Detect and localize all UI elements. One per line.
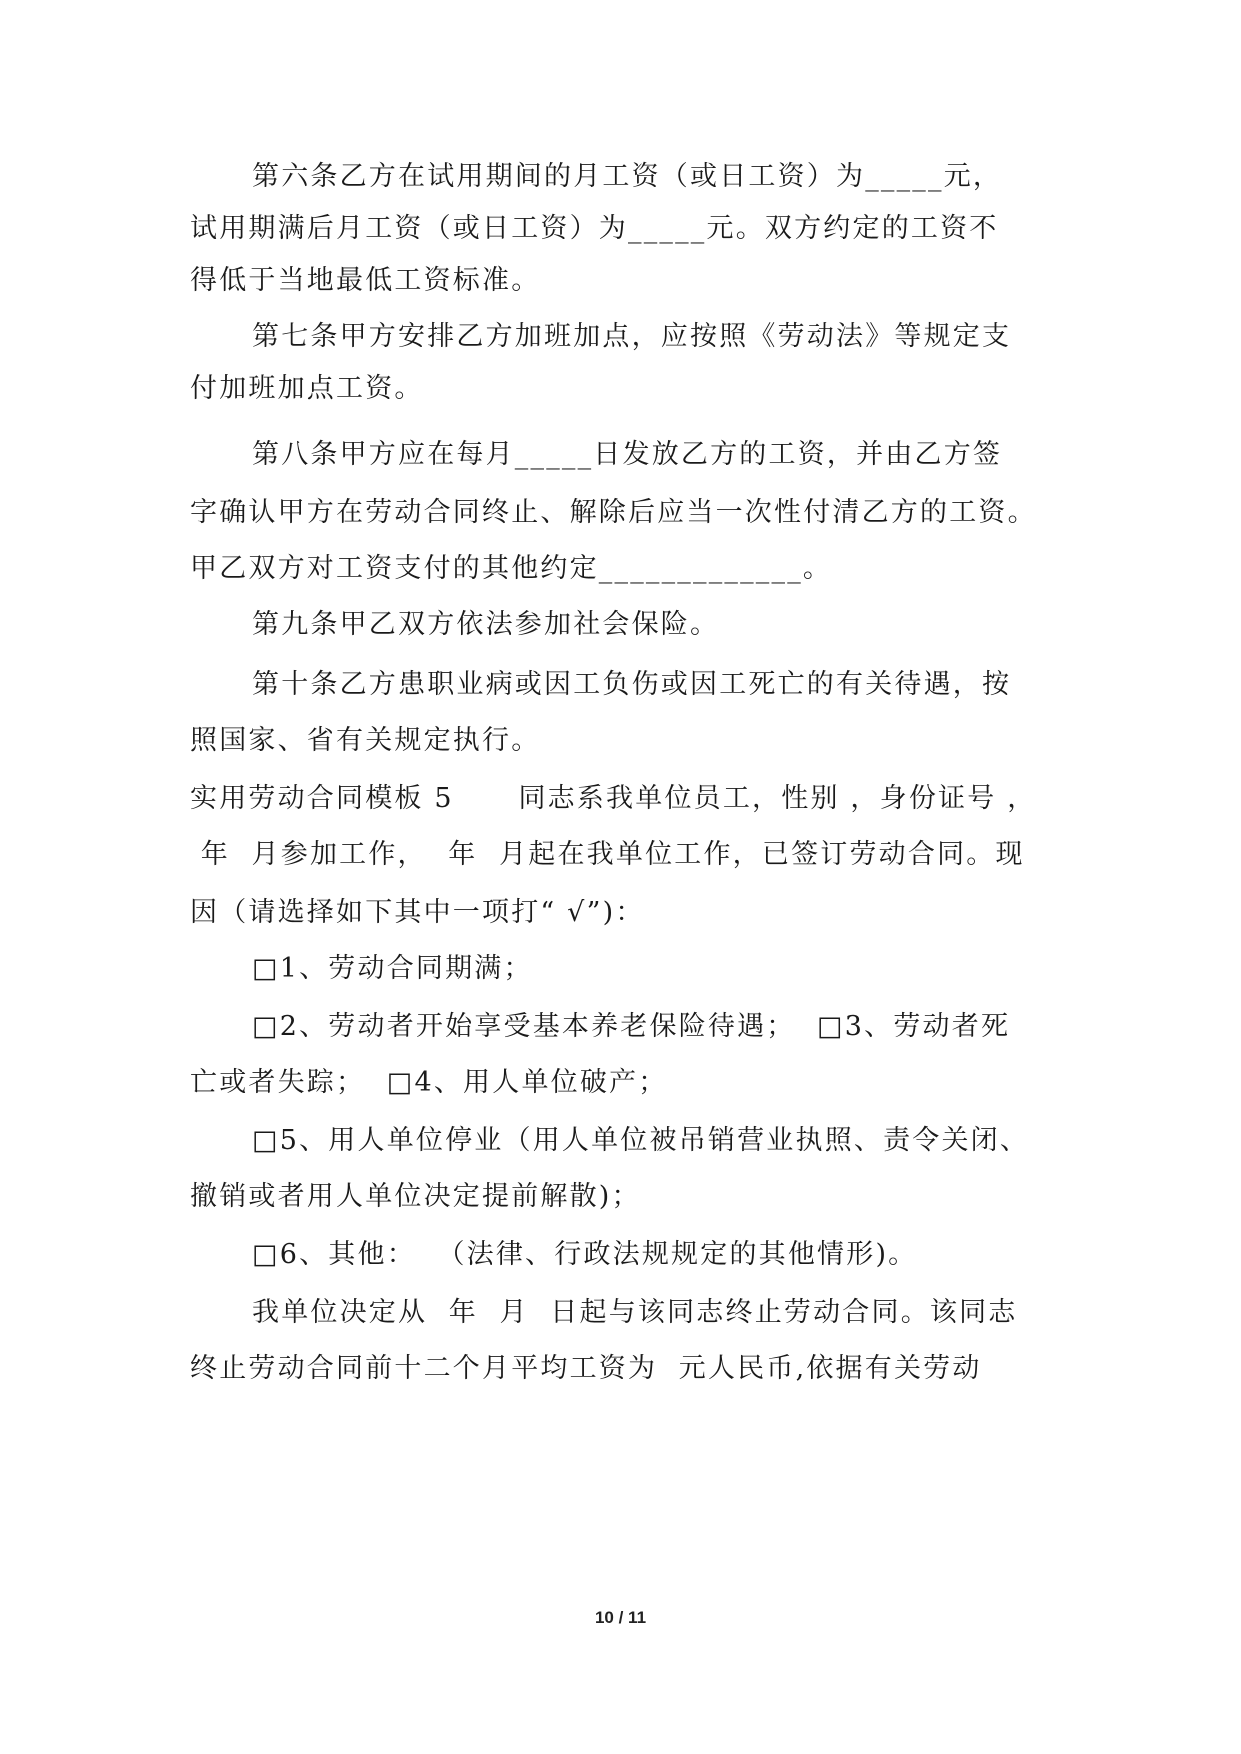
text-line: 甲乙双方对工资支付的其他约定_____________。 [190,553,833,584]
text-line: 试用期满后月工资（或日工资）为_____元。双方约定的工资不 [190,213,999,244]
page-number: 10 / 11 [594,1608,647,1627]
text-line: 付加班加点工资。 [190,373,424,404]
checkbox-option-line: 亡或者失踪； □4、用人单位破产； [190,1067,668,1098]
text-line: 字确认甲方在劳动合同终止、解除后应当一次性付清乙方的工资。 [190,497,1037,528]
text-line: 第六条乙方在试用期间的月工资（或日工资）为_____元， [252,161,1003,192]
checkbox-option-line: □5、用人单位停业（用人单位被吊销营业执照、责令关闭、 [252,1125,1030,1156]
text-line: 第七条甲方安排乙方加班加点，应按照《劳动法》等规定支 [252,321,1012,352]
text-line: 我单位决定从 年 月 日起与该同志终止劳动合同。该同志 [252,1297,1018,1328]
text-line: 年 月参加工作， 年 月起在我单位工作，已签订劳动合同。现 [190,839,1025,870]
section-heading-line: 实用劳动合同模板 5 同志系我单位员工，性别 ，身份证号 ， [190,783,1037,814]
text-line: 撤销或者用人单位决定提前解散)； [190,1181,641,1212]
checkbox-option-line: □2、劳动者开始享受基本养老保险待遇； □3、劳动者死 [252,1011,1011,1042]
text-line: 终止劳动合同前十二个月平均工资为 元人民币,依据有关劳动 [190,1353,982,1384]
text-line: 第十条乙方患职业病或因工负伤或因工死亡的有关待遇，按 [252,669,1012,700]
text-line: 得低于当地最低工资标准。 [190,265,541,296]
text-line: 第八条甲方应在每月_____日发放乙方的工资，并由乙方签 [252,439,1003,470]
checkbox-option-line: □1、劳动合同期满； [252,953,533,984]
text-line: 因（请选择如下其中一项打“ √”)： [190,897,645,928]
text-line: 第九条甲乙双方依法参加社会保险。 [252,609,720,640]
text-line: 照国家、省有关规定执行。 [190,725,541,756]
checkbox-option-line: □6、其他： （法律、行政法规规定的其他情形)。 [252,1239,918,1270]
